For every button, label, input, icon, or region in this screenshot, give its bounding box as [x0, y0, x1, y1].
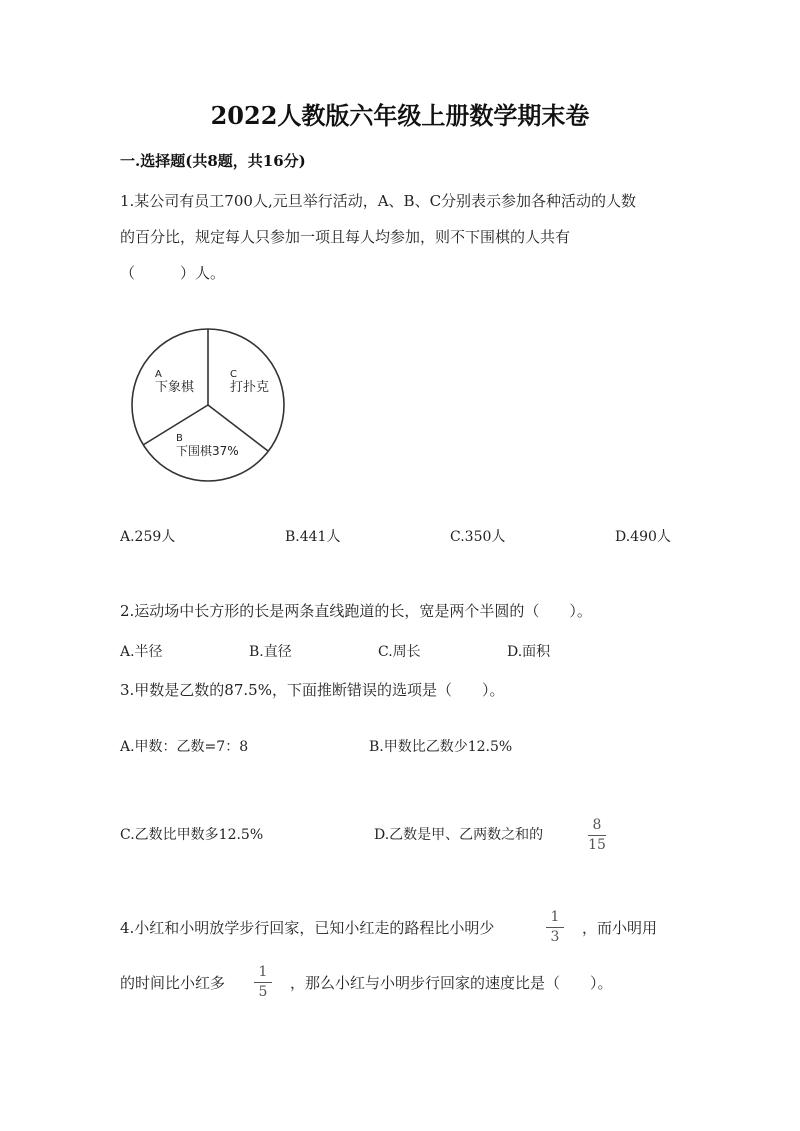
- q4-part2: ，而小明用: [582, 919, 658, 937]
- fraction-bar: [588, 835, 606, 836]
- q4-part1: 4.小红和小明放学步行回家，已知小红走的路程比小明少: [120, 919, 495, 937]
- q2-option-c: C.周长: [378, 644, 421, 660]
- fraction-bar: [254, 982, 272, 983]
- q2-option-b: B.直径: [249, 644, 292, 660]
- q3-option-b: B.甲数比乙数少12.5%: [369, 739, 513, 755]
- fraction-denominator: 3: [550, 929, 560, 945]
- pie-c-letter: C: [230, 369, 237, 380]
- q1-option-d: D.490人: [615, 529, 671, 545]
- q2-option-a: A.半径: [120, 644, 163, 660]
- q1-option-c: C.350人: [450, 529, 506, 545]
- q3-option-a: A.甲数：乙数=7：8: [120, 739, 249, 755]
- q3-text: 3.甲数是乙数的87.5%，下面推断错误的选项是（ ）。: [120, 681, 505, 699]
- q3-option-d: D.乙数是甲、乙两数之和的: [374, 827, 544, 843]
- pie-a-letter: A: [155, 369, 162, 380]
- q1-line2: 的百分比，规定每人只参加一项且每人均参加，则不下围棋的人共有: [120, 228, 571, 246]
- fraction-numerator: 1: [550, 909, 560, 925]
- q4-part4: ，那么小红与小明步行回家的速度比是（ ）。: [290, 974, 613, 992]
- fraction-denominator: 5: [258, 984, 268, 1000]
- pie-b-label: 下围棋37%: [176, 444, 239, 458]
- pie-c-label: 打扑克: [230, 380, 270, 395]
- fraction-bar: [546, 927, 564, 928]
- q3-fraction-d: [588, 817, 606, 854]
- pie-a-label: 下象棋: [155, 380, 195, 395]
- q4-part3: 的时间比小红多: [120, 974, 226, 992]
- q4-fraction-1: [546, 909, 564, 946]
- page-title: 2022人教版六年级上册数学期末卷: [210, 101, 590, 130]
- q2-option-d: D.面积: [507, 644, 551, 660]
- pie-b-letter: B: [176, 433, 183, 444]
- section-heading: 一.选择题(共8题，共16分): [120, 152, 306, 170]
- fraction-numerator: 8: [592, 817, 602, 833]
- q3-option-c: C.乙数比甲数多12.5%: [120, 827, 264, 843]
- fraction-numerator: 1: [258, 964, 268, 980]
- q1-line3: （ ）人。: [120, 264, 226, 282]
- pie-chart: [128, 325, 290, 485]
- q1-option-b: B.441人: [285, 529, 341, 545]
- q1-line1: 1.某公司有员工700人,元旦举行活动，A、B、C分别表示参加各种活动的人数: [120, 192, 637, 210]
- q1-option-a: A.259人: [120, 529, 176, 545]
- fraction-denominator: 15: [588, 837, 606, 853]
- q4-fraction-2: [254, 964, 272, 1001]
- q2-text: 2.运动场中长方形的长是两条直线跑道的长，宽是两个半圆的（ ）。: [120, 602, 592, 620]
